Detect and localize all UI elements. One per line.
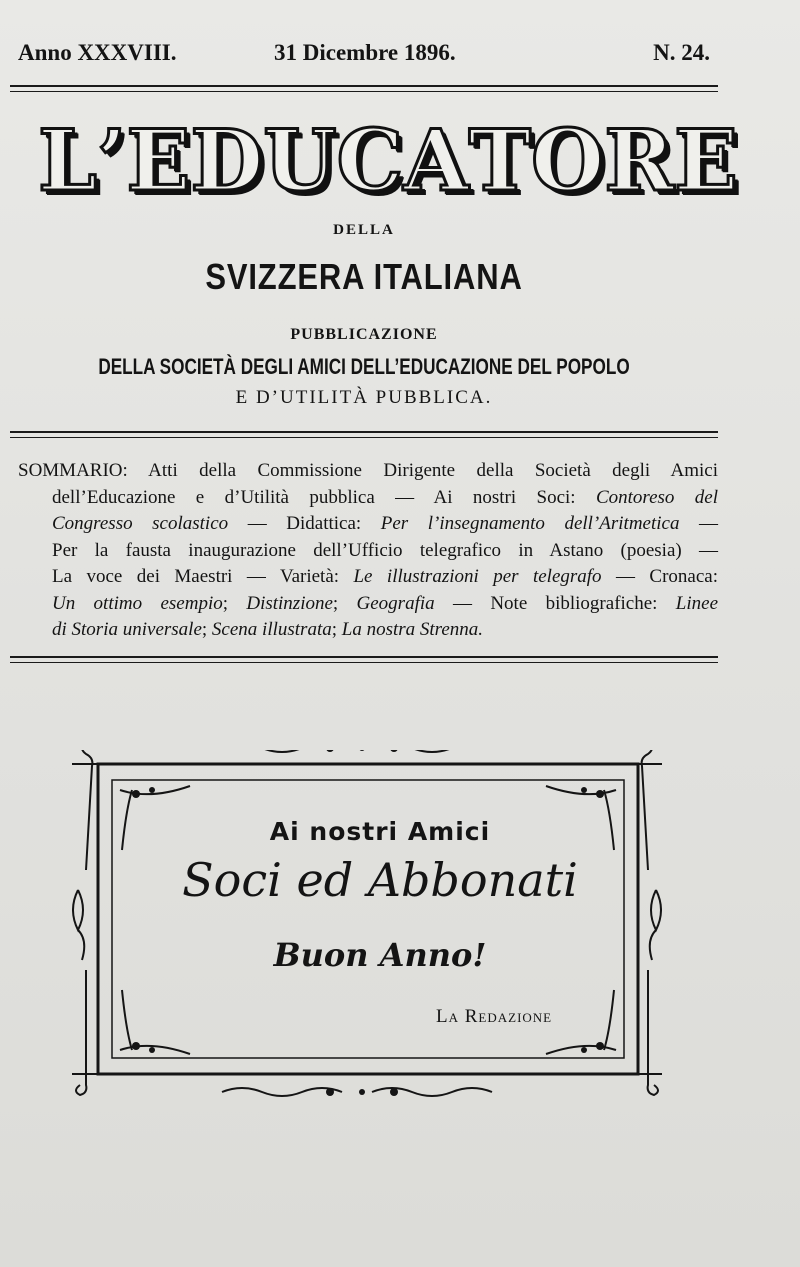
masthead-letter: C (336, 111, 404, 210)
flower-bud (596, 790, 604, 798)
top-ornament-bead (390, 750, 398, 752)
subtitle-utilita: E D’UTILITÀ PUBBLICA. (235, 387, 493, 408)
greeting-heading: Ai nostri Amici (269, 817, 491, 846)
flower-bud (149, 787, 155, 793)
right-bottom-scroll (648, 970, 658, 1095)
toc-text: ; (331, 619, 338, 640)
bottom-ornament-bead (390, 1088, 398, 1096)
toc-line (18, 485, 718, 512)
flower-bud (149, 1047, 155, 1053)
header-rule-bottom (10, 91, 718, 92)
toc-text: ; (201, 619, 208, 640)
flower-bud (132, 1042, 140, 1050)
greeting-buon-anno: Buon Anno! (273, 936, 487, 974)
masthead-letter: E (126, 111, 191, 210)
toc-text: Atti della Commissione Dirigente della Società degli Amici (148, 460, 718, 481)
top-ornament-bead (359, 750, 365, 751)
toc-text: Per la fausta inaugurazione dell’Ufficio telegrafico in Astano (poesia) — (52, 539, 718, 561)
toc-item: Congresso scolastico (52, 513, 229, 534)
issue-header (18, 40, 708, 66)
toc-text: — (699, 513, 719, 534)
toc-label: SOMMARIO: (18, 460, 128, 481)
ornamental-frame (72, 750, 662, 1100)
toc-text: — Didattica: (247, 513, 362, 534)
masthead-letter: D (190, 111, 264, 210)
top-ornament-vine-2 (372, 750, 492, 752)
toc-text: — Note bibliografiche: (452, 592, 658, 614)
summary-rule-top-2 (10, 437, 718, 438)
toc-item: Per l’insegnamento dell’Aritmetica (380, 513, 680, 534)
summary-rule-bottom-2 (10, 662, 718, 663)
toc-text: La voce dei Maestri — Varietà: (52, 566, 340, 587)
top-ornament-vine (222, 750, 342, 752)
masthead-letter: T (468, 111, 532, 210)
issue-date: 31 Dicembre 1896. (274, 40, 456, 65)
toc-line (18, 591, 718, 618)
flower-bud (132, 790, 140, 798)
top-ornament-bead (326, 750, 334, 752)
toc-line (18, 617, 718, 644)
toc-item: Un ottimo esempio (52, 592, 223, 614)
corner-floral-bottom-left (120, 990, 190, 1054)
masthead-letter: ’ (97, 111, 127, 210)
issue-number: N. 24. (653, 40, 710, 65)
masthead-letter: L (38, 111, 98, 210)
toc-line (18, 458, 718, 485)
toc-item: di Storia universale (52, 619, 202, 640)
masthead-letter: O (531, 111, 605, 210)
toc-text: ; (332, 592, 339, 614)
flower-bud (581, 1047, 587, 1053)
summary-rule-top (10, 431, 718, 433)
toc-item: Le illustrazioni per telegrafo (353, 566, 602, 587)
toc-text: ; (222, 592, 228, 614)
flower-bud (596, 1042, 604, 1050)
toc-line (18, 538, 718, 565)
toc-line (18, 511, 718, 538)
flower-bud (581, 787, 587, 793)
subtitle-pubblicazione: PUBBLICAZIONE (290, 326, 438, 343)
bottom-ornament-bead (326, 1088, 334, 1096)
toc-item: Scena illustrata (211, 619, 332, 640)
masthead-letter: A (403, 111, 469, 210)
toc-item: Contoreso del (595, 486, 718, 508)
left-bottom-scroll (76, 970, 86, 1095)
subtitle-della: DELLA (333, 222, 395, 238)
left-top-scroll (82, 750, 92, 870)
toc-item: Distinzione (246, 592, 333, 614)
bottom-ornament-bead (359, 1089, 365, 1095)
greeting-signature: La Redazione (436, 1006, 553, 1027)
summary-rule-bottom (10, 656, 718, 658)
volume-year: Anno XXXVIII. (18, 40, 177, 65)
header-rule-top (10, 85, 718, 87)
bottom-ornament-vine (222, 1088, 342, 1096)
masthead-title (38, 111, 739, 210)
corner-floral-bottom-right (546, 990, 616, 1054)
table-of-contents (18, 458, 718, 644)
toc-line (18, 564, 718, 591)
greeting-card (72, 750, 662, 1100)
greeting-soci-abbonati: Soci ed Abbonati (182, 853, 578, 907)
masthead-letter: E (674, 111, 739, 210)
toc-text: — Cronaca: (616, 566, 719, 587)
toc-text: dell’Educazione e d’Utilità pubblica — Ai nostri Soci: (52, 486, 576, 508)
subtitle-societa: DELLA SOCIETÀ DEGLI AMICI DELL’EDUCAZIONE DEL POPOLO (98, 354, 630, 379)
subtitle-svizzera-italiana: SVIZZERA ITALIANA (205, 256, 523, 297)
toc-item: La nostra Strenna. (341, 619, 484, 640)
toc-item: Geografia (356, 592, 435, 614)
toc-item: Linee (675, 592, 719, 614)
right-top-scroll (642, 750, 652, 870)
masthead-letter: U (263, 111, 337, 210)
frame-outer-border (98, 764, 638, 1074)
masthead-letter: R (604, 111, 674, 210)
